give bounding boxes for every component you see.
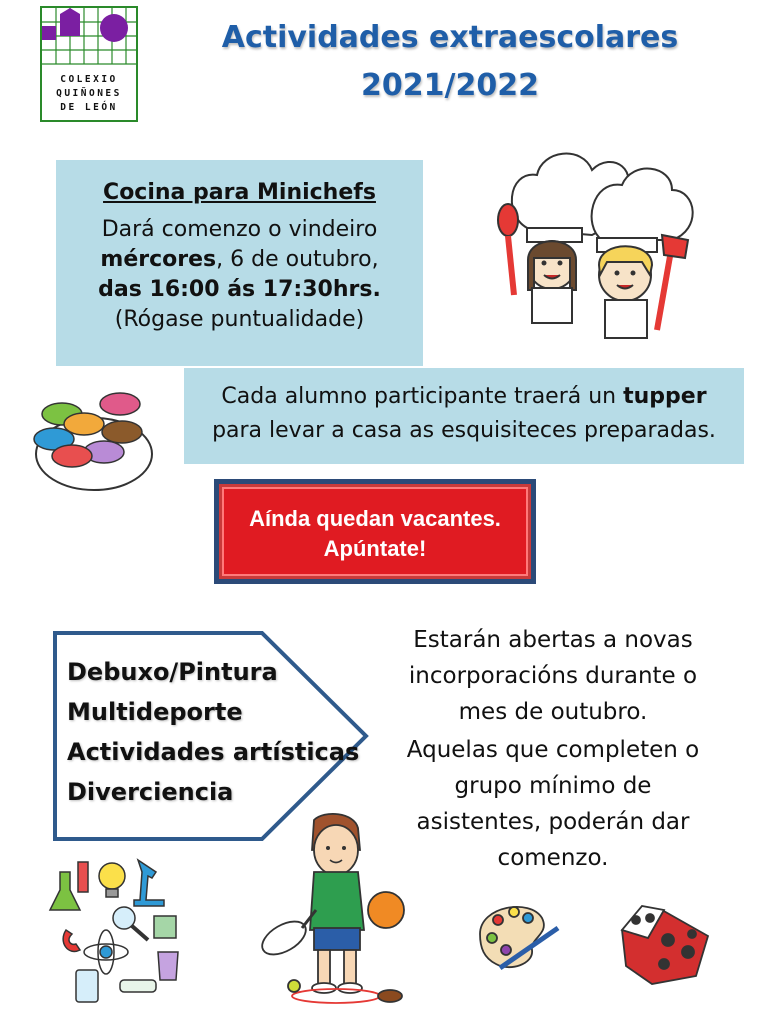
info-line: incorporacións durante o xyxy=(408,663,698,689)
logo-line-2: QUIÑONES xyxy=(56,88,122,99)
chefs-icon xyxy=(492,140,704,348)
cocina-info-box xyxy=(56,160,423,366)
tupper-line-2: para levar a casa as esquisiteces preparadas. xyxy=(212,418,716,443)
tupper-info-box xyxy=(184,368,744,464)
activity-item: Actividades artísticas xyxy=(67,738,360,766)
info-line: Aquelas que completen o xyxy=(406,737,700,763)
ladybug-icon xyxy=(612,896,716,988)
school-logo xyxy=(40,6,138,122)
title-line-2: 2021/2022 xyxy=(361,68,539,103)
cocina-note: (Rógase puntualidade) xyxy=(114,307,365,332)
boy-with-sports-icon xyxy=(254,810,420,1010)
tupper-word: tupper xyxy=(623,384,707,409)
info-paragraph-2 xyxy=(392,732,714,876)
activity-item: Debuxo/Pintura xyxy=(67,658,278,686)
tupper-line-1-text: Cada alumno participante traerá un xyxy=(221,384,624,409)
info-paragraph-1 xyxy=(392,622,714,730)
activity-item: Multideporte xyxy=(67,698,243,726)
info-line: comenzo. xyxy=(497,845,609,871)
page-title xyxy=(200,14,700,110)
science-items-icon xyxy=(48,852,198,1012)
paint-palette-icon xyxy=(470,894,566,978)
info-line: Estarán abertas a novas xyxy=(413,627,693,653)
vacantes-line-1: Aínda quedan vacantes. xyxy=(249,506,501,531)
cocina-heading: Cocina para Minichefs xyxy=(103,180,376,205)
info-line: asistentes, poderán dar xyxy=(416,809,690,835)
vacantes-signup-button[interactable] xyxy=(214,479,536,584)
cocina-line-1: Dará comenzo o vindeiro xyxy=(101,217,378,242)
cocina-day: mércores xyxy=(100,247,217,272)
logo-line-1: COLEXIO xyxy=(60,74,118,85)
tupper-line-1 xyxy=(184,380,744,414)
activities-list xyxy=(67,652,359,812)
title-line-1: Actividades extraescolares xyxy=(221,20,679,55)
logo-line-3: DE LEÓN xyxy=(60,102,118,113)
cocina-line-2 xyxy=(56,245,423,275)
vacantes-line-2: Apúntate! xyxy=(323,536,427,561)
macarons-icon xyxy=(32,384,156,496)
cocina-time: das 16:00 ás 17:30hrs. xyxy=(98,277,381,302)
activity-item: Diverciencia xyxy=(67,778,234,806)
info-line: mes de outubro. xyxy=(458,699,648,725)
cocina-date: , 6 de outubro, xyxy=(216,247,379,272)
info-line: grupo mínimo de xyxy=(454,773,652,799)
